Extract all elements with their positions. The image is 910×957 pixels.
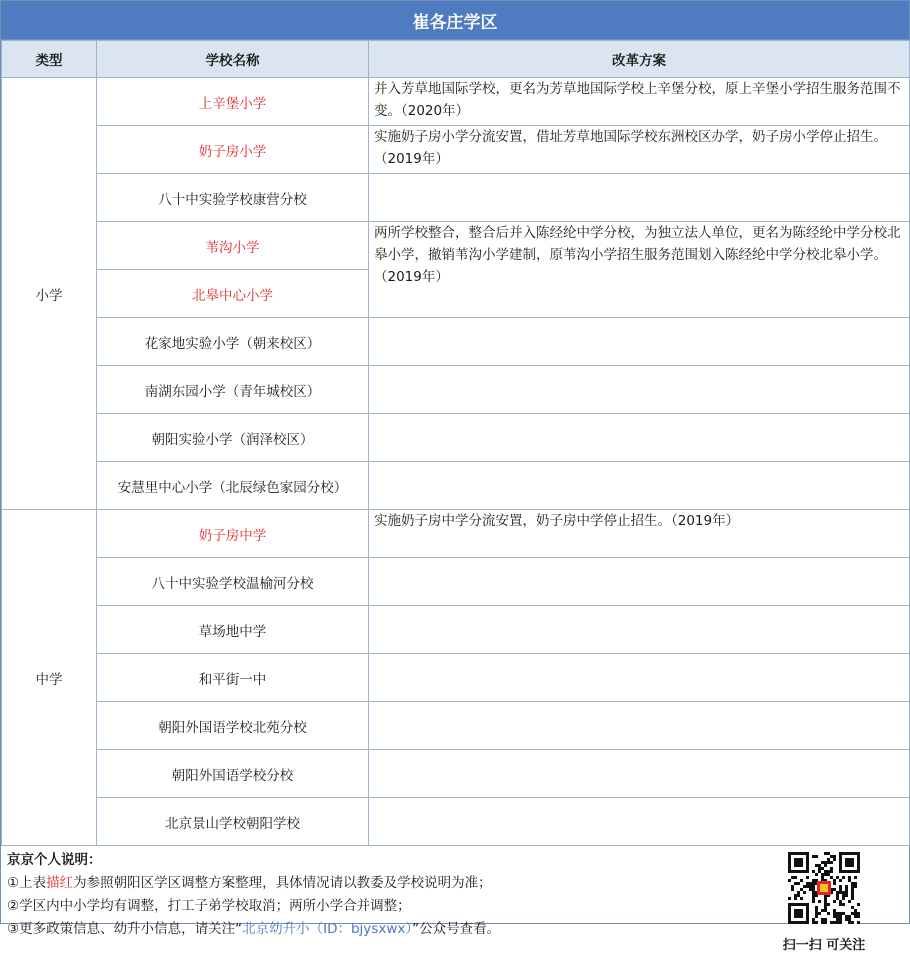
school-name-cell: 朝阳实验小学（润泽校区） [97,414,369,462]
school-name-cell: 北皋中心小学 [97,270,369,318]
table-row [2,78,910,126]
note-1-highlight: 描红 [46,875,74,891]
note-1-suffix: 为参照朝阳区学区调整方案整理，具体情况请以教委及学校说明为准； [73,875,492,891]
table-row [2,750,910,798]
plan-cell: 并入芳草地国际学校，更名为芳草地国际学校上辛堡分校，原上辛堡小学招生服务范围不变。（2020年） [369,78,910,126]
school-name-cell: 和平街一中 [97,654,369,702]
plan-cell [369,366,910,414]
plan-cell [369,558,910,606]
header-school: 学校名称 [97,41,369,78]
note-3-suffix: ”公众号查看。 [412,921,501,937]
table-row [2,702,910,750]
plan-cell [369,798,910,846]
school-name-cell: 八十中实验学校温榆河分校 [97,558,369,606]
plan-cell: 实施奶子房中学分流安置，奶子房中学停止招生。（2019年） [369,510,910,558]
note-1 [7,872,903,895]
table-row [2,222,910,270]
header-plan: 改革方案 [369,41,910,78]
table-body [2,78,910,846]
school-name-cell: 安慧里中心小学（北辰绿色家园分校） [97,462,369,510]
table-row [2,126,910,174]
note-2: ②学区内中小学均有调整，打工子弟学校取消；两所小学合并调整； [7,898,411,914]
page-title: 崔各庄学区 [1,1,909,40]
school-name-cell: 苇沟小学 [97,222,369,270]
table-row [2,606,910,654]
school-name-cell: 朝阳外国语学校分校 [97,750,369,798]
school-name-cell: 八十中实验学校康营分校 [97,174,369,222]
qr-block [779,852,869,957]
type-cell: 小学 [2,78,97,510]
notes [1,846,909,953]
header-type: 类型 [2,41,97,78]
plan-cell [369,462,910,510]
plan-cell [369,174,910,222]
plan-cell [369,414,910,462]
table-row [2,510,910,558]
account-link[interactable]: 北京幼升小（ID：bjysxwx） [242,921,413,937]
school-name-cell: 奶子房小学 [97,126,369,174]
table-row [2,366,910,414]
table-row [2,558,910,606]
table-row [2,654,910,702]
header-row [2,41,910,78]
school-name-cell: 北京景山学校朝阳学校 [97,798,369,846]
school-name-cell: 上辛堡小学 [97,78,369,126]
school-table [1,40,910,846]
plan-cell: 两所学校整合，整合后并入陈经纶中学分校，为独立法人单位，更名为陈经纶中学分校北皋小学，撤销苇沟小学建制，原苇沟小学招生服务范围划入陈经纶中学分校北皋小学。（2019年） [369,222,910,318]
school-name-cell: 南湖东园小学（青年城校区） [97,366,369,414]
qr-label: 扫一扫 可关注 [782,938,866,953]
note-1-prefix: ①上表 [7,875,47,891]
note-3 [7,918,903,941]
plan-cell [369,606,910,654]
note-3-prefix: ③更多政策信息、幼升小信息，请关注“ [7,921,243,937]
table-row [2,462,910,510]
school-name-cell: 奶子房中学 [97,510,369,558]
notes-heading: 京京个人说明： [7,852,102,868]
table-row [2,414,910,462]
table-row [2,798,910,846]
qr-code-icon[interactable] [788,852,860,924]
plan-cell [369,318,910,366]
type-cell: 中学 [2,510,97,846]
school-name-cell: 朝阳外国语学校北苑分校 [97,702,369,750]
plan-cell: 实施奶子房小学分流安置，借址芳草地国际学校东洲校区办学，奶子房小学停止招生。（2019年） [369,126,910,174]
school-name-cell: 草场地中学 [97,606,369,654]
table-row [2,318,910,366]
plan-cell [369,654,910,702]
school-name-cell: 花家地实验小学（朝来校区） [97,318,369,366]
table-row [2,174,910,222]
plan-cell [369,702,910,750]
plan-cell [369,750,910,798]
